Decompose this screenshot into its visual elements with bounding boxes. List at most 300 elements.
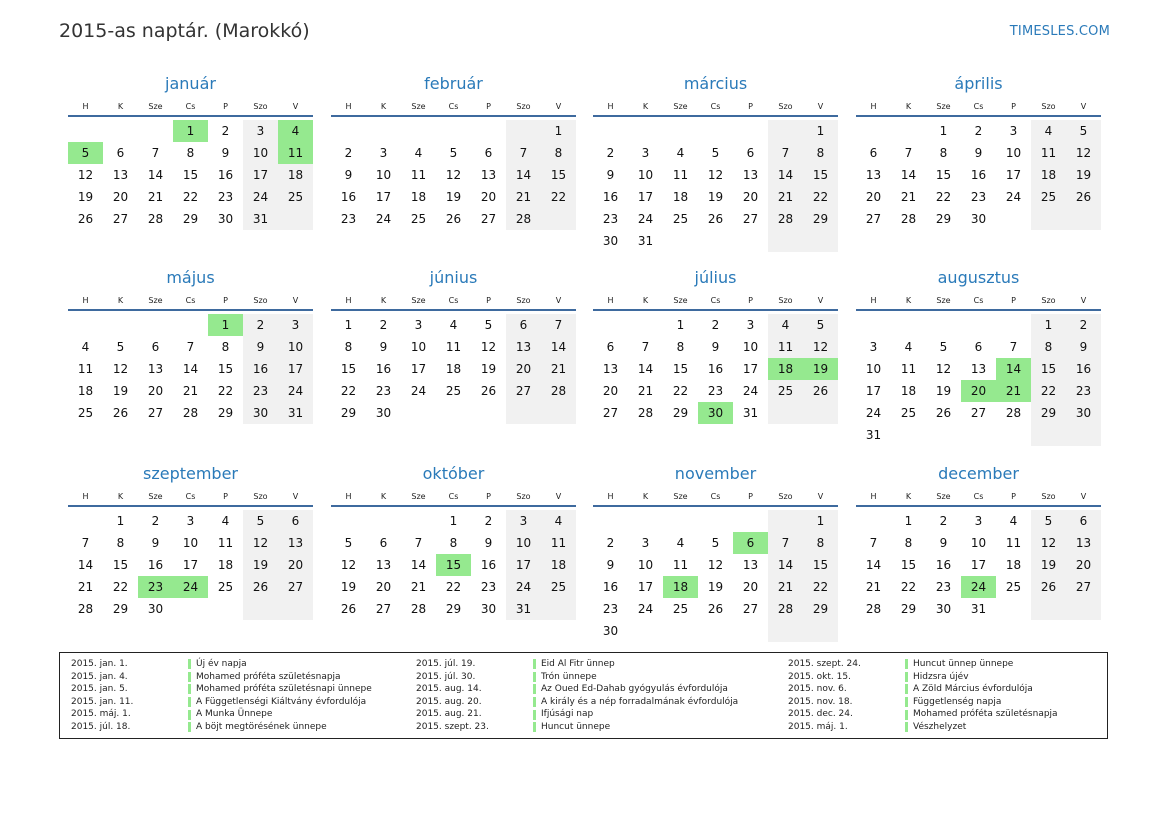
day-cell: 3 <box>974 514 983 528</box>
day-cell: 4 <box>904 340 913 354</box>
day-cell: 14 <box>77 558 94 572</box>
day-cell: 20 <box>112 190 129 204</box>
holiday-marker <box>533 697 536 707</box>
weekday-label: Sze <box>936 102 951 111</box>
day-cell: 17 <box>182 558 199 572</box>
day-cell: 24 <box>278 380 313 402</box>
day-cell: 27 <box>147 406 164 420</box>
day-cell: 17 <box>637 190 654 204</box>
day-cell: 25 <box>1031 186 1066 208</box>
day-cell: 26 <box>935 406 952 420</box>
day-cell: 13 <box>1066 532 1101 554</box>
day-cell: 19 <box>243 554 278 576</box>
month-name: szeptember <box>142 464 238 483</box>
day-cell: 25 <box>410 212 427 226</box>
day-cell: 18 <box>1005 558 1022 572</box>
day-cell: 13 <box>742 558 759 572</box>
weekday-label: Cs <box>710 492 721 501</box>
holiday-marker <box>188 710 191 720</box>
day-cell: 11 <box>900 362 917 376</box>
holiday-marker <box>905 672 908 682</box>
weekday-label: Cs <box>710 102 721 111</box>
day-cell: 17 <box>865 384 882 398</box>
day-cell: 8 <box>676 340 685 354</box>
weekday-label: Cs <box>973 296 984 305</box>
day-cell: 21 <box>541 358 576 380</box>
day-cell: 6 <box>151 340 160 354</box>
day-cell: 17 <box>637 580 654 594</box>
page-title: 2015-as naptár. (Marokkó) <box>59 20 310 42</box>
day-cell: 2 <box>484 514 493 528</box>
empty-cell <box>366 510 401 532</box>
day-cell: 1 <box>1031 314 1066 336</box>
weekday-label: V <box>292 296 299 305</box>
day-cell: 5 <box>1066 120 1101 142</box>
legend-holiday-name: Mohamed próféta születésnapi ünnepe <box>196 684 372 695</box>
empty-cell <box>768 402 803 424</box>
day-grid <box>68 117 313 230</box>
holiday-day: 15 <box>436 554 471 576</box>
weekday-label: Cs <box>448 102 459 111</box>
empty-cell <box>856 314 891 336</box>
day-cell: 23 <box>340 212 357 226</box>
weekday-label: P <box>1011 102 1016 111</box>
holiday-marker <box>905 722 908 732</box>
legend-item <box>416 683 738 696</box>
month-block <box>856 463 1101 620</box>
day-cell: 29 <box>803 598 838 620</box>
weekday-header <box>593 293 838 311</box>
day-cell: 13 <box>375 558 392 572</box>
legend-date: 2015. júl. 18. <box>71 721 131 732</box>
empty-cell <box>996 598 1031 620</box>
day-cell: 25 <box>445 384 462 398</box>
day-cell: 23 <box>602 602 619 616</box>
holiday-marker <box>188 659 191 669</box>
day-cell: 8 <box>939 146 948 160</box>
month-block <box>68 73 313 230</box>
day-cell: 9 <box>974 146 983 160</box>
legend-item <box>416 708 738 721</box>
legend-item <box>788 708 1058 721</box>
day-cell: 20 <box>375 580 392 594</box>
month-name: május <box>166 268 215 287</box>
day-cell: 23 <box>375 384 392 398</box>
month-name: október <box>422 464 485 483</box>
day-grid <box>593 507 838 642</box>
legend-date: 2015. jan. 11. <box>71 696 134 707</box>
weekday-label: V <box>817 102 824 111</box>
weekday-label: V <box>817 296 824 305</box>
day-cell: 26 <box>112 406 129 420</box>
weekday-header <box>593 99 838 117</box>
day-cell: 10 <box>865 362 882 376</box>
day-cell: 19 <box>935 384 952 398</box>
empty-cell <box>891 314 926 336</box>
day-cell: 26 <box>1066 186 1101 208</box>
empty-cell <box>856 120 891 142</box>
day-cell: 21 <box>900 190 917 204</box>
day-cell: 28 <box>768 208 803 230</box>
empty-cell <box>628 120 663 142</box>
weekday-label: Cs <box>185 102 196 111</box>
day-cell: 27 <box>865 212 882 226</box>
month-block <box>331 463 576 620</box>
day-cell: 25 <box>278 186 313 208</box>
empty-cell <box>698 120 733 142</box>
empty-cell <box>173 598 208 620</box>
weekday-header <box>68 489 313 507</box>
day-cell: 31 <box>865 428 882 442</box>
day-cell: 1 <box>344 318 353 332</box>
month-name: január <box>165 74 216 93</box>
holiday-marker <box>188 697 191 707</box>
day-cell: 4 <box>676 536 685 550</box>
day-cell: 5 <box>243 510 278 532</box>
day-cell: 14 <box>541 336 576 358</box>
day-cell: 15 <box>803 164 838 186</box>
day-cell: 4 <box>1031 120 1066 142</box>
day-cell: 24 <box>742 384 759 398</box>
empty-cell <box>733 510 768 532</box>
weekday-label: K <box>117 296 124 305</box>
day-cell: 15 <box>541 164 576 186</box>
day-cell: 11 <box>1005 536 1022 550</box>
day-cell: 17 <box>506 554 541 576</box>
legend-date: 2015. nov. 6. <box>788 684 847 695</box>
day-cell: 13 <box>112 168 129 182</box>
empty-cell <box>768 620 803 642</box>
weekday-label: Szo <box>516 492 531 501</box>
day-cell: 22 <box>803 576 838 598</box>
empty-cell <box>541 402 576 424</box>
legend-column <box>71 658 372 734</box>
legend-date: 2015. dec. 24. <box>788 709 853 720</box>
day-cell: 12 <box>803 336 838 358</box>
holiday-marker <box>533 710 536 720</box>
legend-item <box>416 658 738 671</box>
empty-cell <box>68 120 103 142</box>
empty-cell <box>1031 208 1066 230</box>
empty-cell <box>506 120 541 142</box>
day-cell: 26 <box>1031 576 1066 598</box>
day-cell: 16 <box>217 168 234 182</box>
day-cell: 17 <box>1005 168 1022 182</box>
weekday-label: Cs <box>185 296 196 305</box>
day-cell: 31 <box>637 234 654 248</box>
day-cell: 30 <box>970 212 987 226</box>
day-cell: 7 <box>869 536 878 550</box>
holiday-marker <box>533 672 536 682</box>
day-cell: 15 <box>340 362 357 376</box>
day-cell: 5 <box>711 146 720 160</box>
empty-cell <box>663 510 698 532</box>
day-cell: 7 <box>768 142 803 164</box>
day-cell: 6 <box>116 146 125 160</box>
weekday-label: K <box>905 492 912 501</box>
day-cell: 5 <box>711 536 720 550</box>
day-cell: 28 <box>77 602 94 616</box>
day-cell: 2 <box>221 124 230 138</box>
weekday-label: K <box>380 296 387 305</box>
day-cell: 2 <box>606 536 615 550</box>
day-cell: 25 <box>900 406 917 420</box>
day-cell: 2 <box>711 318 720 332</box>
day-cell: 2 <box>1066 314 1101 336</box>
weekday-label: K <box>642 296 649 305</box>
day-cell: 23 <box>217 190 234 204</box>
legend-item <box>788 696 1058 709</box>
weekday-label: Szo <box>1041 102 1056 111</box>
day-cell: 12 <box>112 362 129 376</box>
day-cell: 8 <box>803 532 838 554</box>
day-cell: 20 <box>1066 554 1101 576</box>
day-cell: 13 <box>480 168 497 182</box>
day-cell: 6 <box>1066 510 1101 532</box>
empty-cell <box>996 314 1031 336</box>
weekday-label: Szo <box>253 492 268 501</box>
day-cell: 23 <box>1066 380 1101 402</box>
empty-cell <box>471 120 506 142</box>
day-cell: 3 <box>414 318 423 332</box>
month-block <box>68 267 313 424</box>
day-cell: 8 <box>116 536 125 550</box>
day-cell: 24 <box>506 576 541 598</box>
day-cell: 14 <box>182 362 199 376</box>
empty-cell <box>803 620 838 642</box>
weekday-label: V <box>1080 102 1087 111</box>
weekday-label: Sze <box>673 492 688 501</box>
empty-cell <box>401 402 436 424</box>
day-cell: 12 <box>340 558 357 572</box>
empty-cell <box>996 424 1031 446</box>
empty-cell <box>1066 424 1101 446</box>
weekday-label: H <box>345 102 352 111</box>
day-cell: 7 <box>186 340 195 354</box>
day-cell: 22 <box>340 384 357 398</box>
weekday-label: P <box>748 492 753 501</box>
day-cell: 10 <box>243 142 278 164</box>
day-cell: 17 <box>410 362 427 376</box>
day-cell: 2 <box>344 146 353 160</box>
weekday-label: Szo <box>778 492 793 501</box>
legend-holiday-name: A Zöld Március évfordulója <box>913 684 1033 695</box>
legend-holiday-name: A Munka Ünnepe <box>196 709 273 720</box>
weekday-label: V <box>1080 492 1087 501</box>
day-cell: 28 <box>1005 406 1022 420</box>
day-cell: 3 <box>243 120 278 142</box>
day-cell: 4 <box>221 514 230 528</box>
day-cell: 6 <box>746 146 755 160</box>
month-name: március <box>683 74 748 93</box>
day-cell: 2 <box>606 146 615 160</box>
day-cell: 12 <box>243 532 278 554</box>
empty-cell <box>961 314 996 336</box>
day-cell: 23 <box>935 580 952 594</box>
day-cell: 25 <box>541 576 576 598</box>
holiday-marker <box>188 684 191 694</box>
day-cell: 28 <box>182 406 199 420</box>
day-cell: 17 <box>243 164 278 186</box>
month-block <box>593 267 838 424</box>
weekday-label: H <box>82 296 89 305</box>
day-cell: 17 <box>375 190 392 204</box>
weekday-label: P <box>1011 492 1016 501</box>
day-cell: 14 <box>900 168 917 182</box>
empty-cell <box>856 510 891 532</box>
day-cell: 20 <box>480 190 497 204</box>
day-cell: 10 <box>182 536 199 550</box>
day-cell: 22 <box>803 186 838 208</box>
day-cell: 13 <box>506 336 541 358</box>
day-cell: 9 <box>711 340 720 354</box>
holiday-day: 5 <box>68 142 103 164</box>
empty-cell <box>961 424 996 446</box>
day-cell: 27 <box>742 212 759 226</box>
month-block <box>856 73 1101 230</box>
holiday-day: 23 <box>138 576 173 598</box>
day-cell: 20 <box>865 190 882 204</box>
empty-cell <box>733 620 768 642</box>
holiday-day: 1 <box>208 314 243 336</box>
day-cell: 7 <box>506 142 541 164</box>
day-cell: 22 <box>541 186 576 208</box>
legend-holiday-name: Mohamed próféta születésnapja <box>913 709 1058 720</box>
day-grid <box>331 117 576 230</box>
weekday-label: Sze <box>936 296 951 305</box>
weekday-label: Sze <box>148 296 163 305</box>
day-cell: 11 <box>1031 142 1066 164</box>
day-cell: 11 <box>217 536 234 550</box>
weekday-label: K <box>905 296 912 305</box>
day-cell: 3 <box>641 536 650 550</box>
empty-cell <box>663 230 698 252</box>
empty-cell <box>331 120 366 142</box>
holiday-day: 4 <box>278 120 313 142</box>
legend-item <box>788 683 1058 696</box>
day-cell: 23 <box>970 190 987 204</box>
weekday-label: Cs <box>448 492 459 501</box>
day-grid <box>593 117 838 252</box>
weekday-label: H <box>345 492 352 501</box>
day-cell: 29 <box>340 406 357 420</box>
day-cell: 9 <box>243 336 278 358</box>
empty-cell <box>103 314 138 336</box>
day-cell: 16 <box>935 558 952 572</box>
legend-date: 2015. jan. 4. <box>71 671 128 682</box>
empty-cell <box>891 120 926 142</box>
day-cell: 15 <box>803 554 838 576</box>
weekday-label: Szo <box>1041 492 1056 501</box>
empty-cell <box>1031 424 1066 446</box>
legend-holiday-name: Ifjúsági nap <box>541 709 594 720</box>
holiday-marker <box>188 672 191 682</box>
day-cell: 14 <box>637 362 654 376</box>
day-cell: 5 <box>939 340 948 354</box>
day-cell: 14 <box>768 554 803 576</box>
holiday-day: 18 <box>768 358 803 380</box>
month-block <box>68 463 313 620</box>
day-cell: 25 <box>1005 580 1022 594</box>
holiday-day: 20 <box>961 380 996 402</box>
day-cell: 2 <box>243 314 278 336</box>
day-cell: 3 <box>379 146 388 160</box>
day-cell: 19 <box>112 384 129 398</box>
empty-cell <box>278 208 313 230</box>
day-cell: 25 <box>672 602 689 616</box>
day-cell: 21 <box>637 384 654 398</box>
weekday-label: P <box>486 102 491 111</box>
weekday-header <box>331 293 576 311</box>
day-cell: 18 <box>278 164 313 186</box>
legend-item <box>788 658 1058 671</box>
day-cell: 15 <box>672 362 689 376</box>
legend-holiday-name: Függetlenség napja <box>913 696 1002 707</box>
day-cell: 12 <box>77 168 94 182</box>
day-cell: 20 <box>506 358 541 380</box>
holiday-day: 6 <box>733 532 768 554</box>
empty-cell <box>68 314 103 336</box>
legend-item <box>788 721 1058 734</box>
day-cell: 4 <box>414 146 423 160</box>
day-cell: 22 <box>217 384 234 398</box>
day-grid <box>331 311 576 424</box>
day-cell: 5 <box>803 314 838 336</box>
day-cell: 26 <box>803 380 838 402</box>
weekday-header <box>856 99 1101 117</box>
day-cell: 10 <box>278 336 313 358</box>
day-cell: 19 <box>340 580 357 594</box>
day-cell: 15 <box>900 558 917 572</box>
weekday-header <box>856 293 1101 311</box>
day-cell: 10 <box>637 168 654 182</box>
day-cell: 12 <box>480 340 497 354</box>
day-cell: 6 <box>606 340 615 354</box>
weekday-label: Cs <box>973 102 984 111</box>
day-cell: 18 <box>1031 164 1066 186</box>
empty-cell <box>138 314 173 336</box>
weekday-label: K <box>905 102 912 111</box>
day-cell: 8 <box>541 142 576 164</box>
holiday-marker <box>533 684 536 694</box>
day-cell: 19 <box>707 580 724 594</box>
weekday-label: Szo <box>778 296 793 305</box>
weekday-label: Sze <box>673 102 688 111</box>
day-cell: 2 <box>151 514 160 528</box>
day-cell: 16 <box>602 580 619 594</box>
empty-cell <box>103 120 138 142</box>
legend-item <box>788 671 1058 684</box>
weekday-label: Sze <box>148 492 163 501</box>
month-block <box>331 73 576 230</box>
day-cell: 18 <box>672 190 689 204</box>
day-grid <box>331 507 576 620</box>
day-cell: 12 <box>1066 142 1101 164</box>
legend-date: 2015. máj. 1. <box>788 721 848 732</box>
day-cell: 8 <box>449 536 458 550</box>
day-cell: 11 <box>768 336 803 358</box>
site-link[interactable]: TIMESLES.COM <box>1009 24 1110 39</box>
day-cell: 13 <box>742 168 759 182</box>
day-cell: 23 <box>602 212 619 226</box>
day-cell: 12 <box>707 558 724 572</box>
day-cell: 23 <box>480 580 497 594</box>
day-cell: 16 <box>480 558 497 572</box>
weekday-header <box>331 99 576 117</box>
month-name: december <box>938 464 1019 483</box>
legend-item <box>71 683 372 696</box>
day-cell: 4 <box>768 314 803 336</box>
